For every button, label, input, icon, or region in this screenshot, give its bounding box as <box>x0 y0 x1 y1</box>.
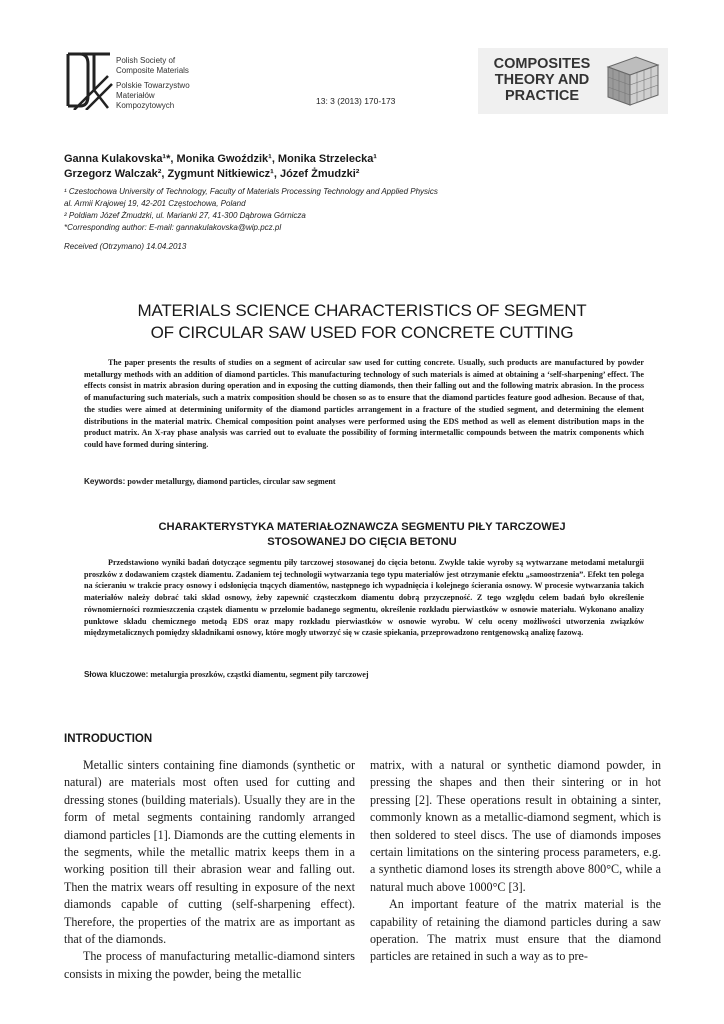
paragraph: An important feature of the matrix material is the capability of retaining the diamond particles during a saw operation. The matrix must ensure that the diamond particles are retained in such a way as to pre- <box>370 897 661 964</box>
affiliations <box>64 186 664 234</box>
body-column-right <box>370 757 661 966</box>
article-title <box>60 300 664 344</box>
society-name-en <box>116 56 189 76</box>
journal-logo-line2: THEORY AND <box>494 72 590 88</box>
article-title-line2: OF CIRCULAR SAW USED FOR CONCRETE CUTTING <box>150 323 574 342</box>
keywords-en <box>84 477 644 486</box>
ptmk-logo-icon <box>64 50 116 110</box>
corresponding-author: *Corresponding author: E-mail: gannakulakovska@wip.pcz.pl <box>64 223 282 232</box>
affiliation-line-1: ¹ Czestochowa University of Technology, Faculty of Materials Processing Technology and Applied Physics <box>64 187 438 196</box>
article-title-pl-line2: STOSOWANEJ DO CIĘCIA BETONU <box>267 536 457 548</box>
keywords-pl <box>84 670 644 679</box>
author-line-1: Ganna Kulakovska¹*, Monika Gwoździk¹, Monika Strzelecka¹ <box>64 153 377 165</box>
author-line-2: Grzegorz Walczak², Zygmunt Nitkiewicz¹, Józef Żmudzki² <box>64 168 360 180</box>
society-logo <box>64 50 214 110</box>
paragraph: The process of manufacturing metallic-diamond sinters consists in mixing the powder, being the metallic <box>64 949 355 981</box>
keywords-text: powder metallurgy, diamond particles, circular saw segment <box>125 477 336 486</box>
journal-logo-line3: PRACTICE <box>504 88 580 104</box>
paragraph: matrix, with a natural or synthetic diamond powder, in pressing the shapes and then their sintering or in hot pressing [2]. These operations result in obtaining a sinter, commonly known as a metallic-diamond segment, which is then soldered to steel discs. The use of diamonds imposes certain limitations on the sintering process parameters, e.g. a synthetic diamond loses its strength above 800°C, while a natural much above 1000°C [3]. <box>370 758 661 894</box>
journal-logo <box>478 48 668 114</box>
article-title-pl-line1: CHARAKTERYSTYKA MATERIAŁOZNAWCZA SEGMENTU PIŁY TARCZOWEJ <box>158 521 566 533</box>
abstract-pl: Przedstawiono wyniki badań dotyczące segmentu piły tarczowej stosowanej do cięcia betonu. Zwykle takie wyroby są wytwarzane metodami metalurgii proszków z dodawaniem cząstek diamentu. Zadaniem tej technologii wytwarzania tego typu materiałów jest otrzymanie efektu „samoostrzenia”. Efekt ten polega na ścieraniu w trakcie pracy osnowy i odsłonięcia tnących diamentów, następnego ich wypadnięcia i kolejnego ścierania osnowy. W procesie wytwarzania takich materiałów należy dobrać taki skład osnowy, żeby zapewnić cząsteczkom diamentu dobrą przyczepność. Z tego względu celem badań było określenie równomierności rozmieszczenia cząstek diamentu w przełomie badanego segmentu, określenie rozkładu pierwiastków w osnowie materiału. Wykonano analizy punktowe składu chemicznego metodą EDS oraz mapy rozkładu pierwiastków w osnowie wyrobu. W celu oceny możliwości utworzenia związków międzymetalicznych pomiędzy składnikami osnowy, które mogły utworzyć się w czasie spiekania, przeprowadzono rentgenowską analizę fazową. <box>84 558 644 638</box>
section-heading-introduction: INTRODUCTION <box>64 733 153 745</box>
keywords-pl-label: Słowa kluczowe: <box>84 670 149 679</box>
keywords-label: Keywords: <box>84 477 126 486</box>
society-name-en-line1: Polish Society of <box>116 56 176 65</box>
society-name-pl-line2: Materiałów Kompozytowych <box>116 91 175 110</box>
affiliation-line-3: ² Poldiam Józef Żmudzki, ul. Marianki 27, 41-300 Dąbrowa Górnicza <box>64 211 306 220</box>
society-name-en-line2: Composite Materials <box>116 66 189 75</box>
paragraph: Metallic sinters containing fine diamonds (synthetic or natural) are materials most often used for cutting and dressing stones (building materials). Usually they are in the form of metal segments containing randomly arranged diamond particles [1]. Diamonds are the cutting elements in the segments, while the metallic matrix keeps them in a working position till their abrasion wear and falling out. Then the matrix wears off resulting in exposure of the next diamonds capable of cutting (self-sharpening effect). Therefore, the properties of the matrix are as important as that of the diamonds. <box>64 758 355 947</box>
keywords-pl-text: metalurgia proszków, cząstki diamentu, segment piły tarczowej <box>148 670 369 679</box>
journal-logo-text <box>486 56 598 104</box>
society-name-pl <box>116 81 214 111</box>
affiliation-line-2: al. Armii Krajowej 19, 42-201 Częstochowa, Poland <box>64 199 246 208</box>
society-name-pl-line1: Polskie Towarzystwo <box>116 81 190 90</box>
abstract-en: The paper presents the results of studies on a segment of acircular saw used for cutting concrete. Usually, such products are manufactured by powder metallurgy methods with an addition of diamond particles. This manufacturing technology of such materials is aimed at obtaining a ‘self-sharpening’ effect. The effects consist in matrix abrasion during operation and in exposing the cutting diamonds, then their falling out and the following matrix abrasion. In the process of manufacturing such materials, such a matrix composition should be chosen so as to ensure that the diamond particles feature good adhesion. Because of that, the studies were aimed at determining uniformity of the diamond particles arrangement in a fracture of the studied segment, and determining the element distributions in the material matrix. Chemical composition point analyses were performed using the EDS method as well as element distribution maps in the product matrix. An X-ray phase analysis was carried out to evaluate the possibility of forming intermetallic compounds between the matrix components which could have formed during sintering. <box>84 358 644 449</box>
article-title-line1: MATERIALS SCIENCE CHARACTERISTICS OF SEGMENT <box>137 301 587 320</box>
author-list <box>64 152 664 182</box>
cube-lattice-icon <box>602 53 662 109</box>
received-date: Received (Otrzymano) 14.04.2013 <box>64 242 187 251</box>
journal-reference: 13: 3 (2013) 170-173 <box>316 96 396 106</box>
body-column-left <box>64 757 355 983</box>
article-title-pl <box>60 520 664 550</box>
journal-logo-line1: COMPOSITES <box>493 56 591 72</box>
